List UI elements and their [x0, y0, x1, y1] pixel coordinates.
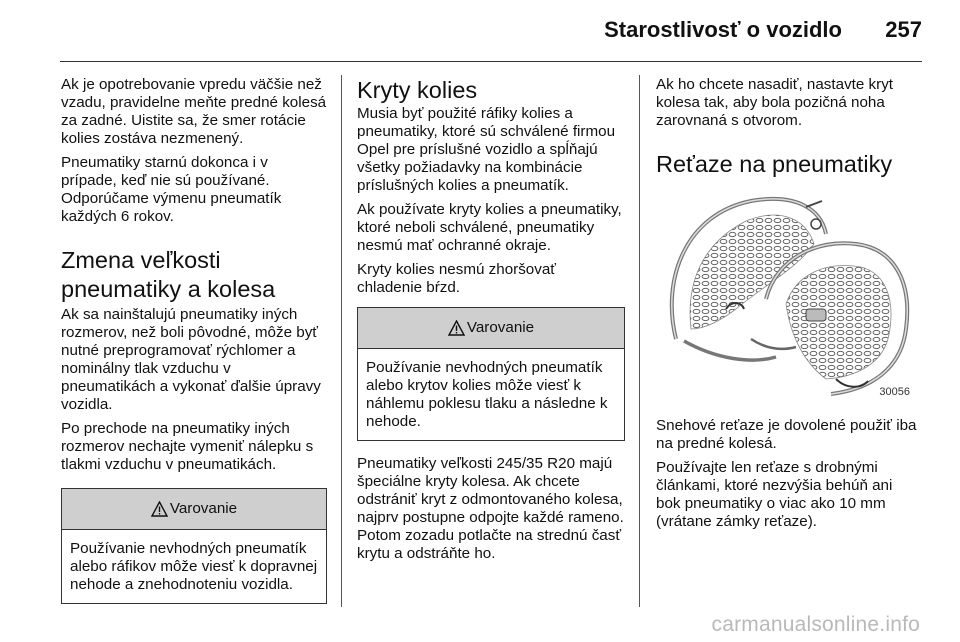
header-title: Starostlivosť o vozidlo	[604, 17, 842, 42]
paragraph: Snehové reťaze je dovolené použiť iba na predné kolesá.	[656, 417, 917, 452]
watermark: carmanualsonline.info	[711, 613, 920, 636]
paragraph: Ak ho chcete nasadiť, nastavte kryt kolesa tak, aby bola pozičná noha zarovnaná s otvorom.	[656, 76, 894, 129]
paragraph: Pneumatiky starnú dokonca i v prípade, keď nie sú používané. Odporúčame výmenu pneumatík každých 6 rokov.	[61, 154, 282, 225]
paragraph: Pneumatiky veľkosti 245/35 R20 majú špeciálne kryty kolesa. Ak chcete odstrániť kryt z odmontovaného kolesa, najprv postupne odpojte každé rameno. Potom zozadu potlačte na strednú časť krytu a odstráňte ho.	[357, 455, 624, 562]
warning-title: Varovanie	[466, 319, 535, 336]
warning-triangle-icon	[448, 320, 465, 336]
snow-chain-drawing	[656, 189, 914, 405]
paragraph: Používajte len reťaze s drobnými článkami, ktoré nezvýšia behúň ani bok pneumatiky o viac ako 10 mm (vrátane zámky reťaze).	[656, 459, 893, 530]
warning-box	[357, 307, 625, 441]
warning-title: Varovanie	[169, 500, 238, 517]
paragraph: Musia byť použité ráfiky kolies a pneumatiky, ktoré sú schválené firmou Opel pre príslušné vozidlo a spĺňajú všetky požiadavky na kombinácie príslušných kolies a pneumatík.	[357, 105, 616, 194]
warning-header	[62, 489, 326, 530]
warning-header	[358, 308, 624, 349]
header-rule	[60, 61, 922, 62]
warning-box	[61, 488, 327, 604]
page-number: 257	[885, 17, 922, 42]
section-heading: Reťaze na pneumatiky	[656, 151, 893, 177]
column-divider-left	[341, 75, 342, 607]
column-2	[357, 76, 625, 569]
column-divider-right	[639, 75, 640, 607]
paragraph: Ak sa nainštalujú pneumatiky iných rozmerov, než boli pôvodné, môže byť nutné preprogramovať rýchlomer a nominálny tlak vzduchu v pneumatikách a vykonať ďalšie úpravy vozidla.	[61, 306, 321, 413]
warning-triangle-icon	[151, 501, 168, 517]
paragraph: Ak používate kryty kolies a pneumatiky, ktoré neboli schválené, pneumatiky nesmú mať ochranné okraje.	[357, 201, 622, 254]
page-header	[0, 0, 960, 62]
snow-chain-illustration	[656, 189, 914, 405]
paragraph: Ak je opotrebovanie vpredu väčšie než vzadu, pravidelne meňte predné kolesá za zadné. Uistite sa, že smer rotácie kolies zostáva nezmenený.	[61, 76, 327, 147]
column-1	[61, 76, 327, 604]
column-3	[656, 76, 918, 537]
warning-text: Používanie nevhodných pneumatík alebo ráfikov môže viesť k dopravnej nehode a znehodnoteniu vozidla.	[70, 540, 318, 593]
paragraph: Kryty kolies nesmú zhoršovať chladenie bŕzd.	[357, 261, 556, 296]
section-heading: Zmena veľkosti pneumatiky a kolesa	[61, 247, 276, 302]
figure-number: 30056	[879, 386, 910, 398]
section-heading: Kryty kolies	[357, 77, 478, 103]
paragraph: Po prechode na pneumatiky iných rozmerov nechajte vymeniť nálepku s tlakmi vzduchu v pneumatikách.	[61, 420, 314, 473]
warning-text: Používanie nevhodných pneumatík alebo krytov kolies môže viesť k náhlemu poklesu tlaku a následne k nehode.	[366, 359, 608, 430]
